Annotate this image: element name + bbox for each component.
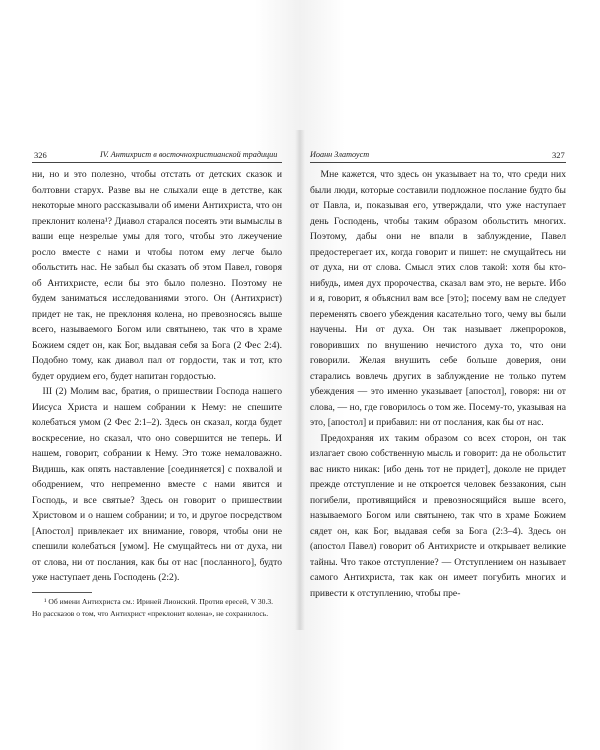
paragraph: III (2) Молим вас, братия, о пришествии Господа нашего Иисуса Христа и нашем собрании к Нему: не спешите колебаться умом (2 Фес 2:1–2). Здесь он сказал, когда будет воскресение, но сказал, что оно совершится не теперь. И нашем, говорит, собрании к Нему. Это тоже немаловажно. Видишь, как опять наставление [соединяется] с похвалой и ободрением, что непременно вместе с нами явится и Господь, и все святые? Здесь он говорит о пришествии Христовом и о нашем собрании; и то, и другое посредством [Апостол] привлекает их внимание, говоря, чтобы они не спешили колебаться [умом]. Не смущайтесь ни от духа, ни от слова, ни от послания, как бы от нас [посланного], будто уже наступает день Господень (2:2). [32, 386, 282, 583]
header-rule-right [310, 162, 566, 163]
right-body-text [310, 167, 566, 601]
running-head-right: Иоанн Златоуст [310, 150, 370, 159]
running-head-left: IV. Антихрист в восточнохристианской традиции [100, 150, 278, 159]
right-page [300, 0, 600, 750]
paragraph: Мне кажется, что здесь он указывает на то, что среди них были люди, которые составили подложное послание будто бы от Павла, и, показывая его, утверждали, что уже наступает день Господень, чтобы таким образом обольстить многих. Поэтому, дабы они не впали в заблуждение, Павел предостерегает их, когда говорит и пишет: не смущайтесь ни от духа, ни от слова. Смысл этих слов такой: хотя бы кто-нибудь, имея дух пророчества, сказал вам это, не верьте. Ибо и я, говорит, я объяснил вам все [это]; посему вам не следует переменять своего убеждения касательно того, чему вы были научены. Ни от духа. Он так называет лжепророков, говоривших по внушению нечистого духа то, что они говорили. Желая внушить себе больше доверия, они старались вовлечь других в заблуждение не только путем убеждения — это именно указывает [апостол], говоря: ни от слова, — но, где говорилось о том же. Посему-то, указывая на это, [апостол] и прибавил: ни от послания, как бы от нас. [310, 169, 566, 428]
footnote-text: ¹ Об имени Антихриста см.: Ириней Лионский. Против ересей, V 30.3. Но рассказов о том, что Антихрист «преклонит колена», не сохранилось. [32, 597, 274, 618]
page-number-left: 326 [34, 150, 47, 160]
header-rule-left [32, 162, 282, 163]
left-body-text [32, 167, 282, 586]
footnote-rule [32, 592, 92, 593]
page-number-right: 327 [552, 150, 565, 160]
book-gutter [295, 130, 305, 630]
paragraph: ни, но и это полезно, чтобы отстать от детских сказок и болтовни старух. Разве вы не слыхали еще в детстве, как некоторые много рассказывали об имени Антихриста, что он преклонит колена¹? Диавол старался посеять эти вымыслы в ваши еще незрелые умы для того, чтобы это лжеучение росло вместе с нами и чтобы потом ему легче было обольстить нас. Не забыл бы сказать об этом Павел, говоря об Антихристе, если бы это было полезно. Поэтому не будем заниматься исследованиями этого. Он (Антихрист) придет не так, не преклоняя колена, но превозносясь выше всего, называемого Богом или святынею, так что в храме Божием сядет он, как Бог, выдавая себя за Бога (2 Фес 2:4). Подобно тому, как диавол пал от гордости, так и тот, кто будет орудием его, будет напитан гордостью. [32, 169, 282, 382]
footnote [32, 596, 282, 620]
paragraph: Предохраняя их таким образом со всех сторон, он так излагает свою собственную мысль и говорит: да не обольстит вас никто никак: [ибо день тот не придет], доколе не придет прежде отступление и не откроется человек беззакония, сын погибели, противящийся и превозносящийся выше всего, называемого Богом или святынею, так что в храме Божием сядет он, как Бог, выдавая себя за Бога (2:3–4). Здесь он (апостол Павел) говорит об Антихристе и открывает великие тайны. Что такое отступление? — Отступлением он называет самого Антихриста, так как он имеет погубить многих и привести к отступлению, чтобы пре- [310, 432, 566, 599]
